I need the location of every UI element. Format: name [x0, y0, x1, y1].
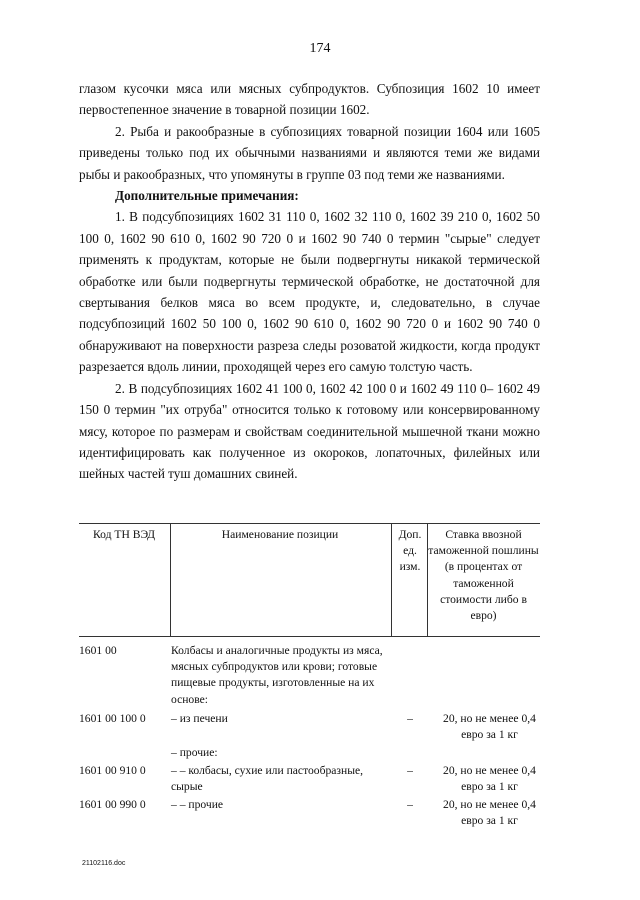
table-row — [79, 745, 540, 763]
notes-heading: Дополнительные примечания: — [115, 188, 299, 204]
header-unit: Доп. ед. изм. — [398, 528, 422, 574]
cell-unit: – — [407, 798, 413, 811]
table-row — [79, 643, 540, 711]
table-row — [79, 711, 540, 745]
cell-name: – прочие: — [171, 746, 218, 759]
body-text — [79, 78, 540, 485]
note-item: 1. В подсубпозициях 1602 31 110 0, 1602 32 110 0, 1602 39 210 0, 1602 50 100 0, 1602 90 610 0, 1602 90 720 0 и 1602 90 740 0 термин "сырые" следует применять к продуктам, которые не были подвергнуты никакой термической обработке или были подвергнуты термической обработке, не достаточной для свертывания белков мяса во всем продукте, и, следовательно, в случае подсубпозиций 1602 50 100 0, 1602 90 610 0, 1602 90 720 0 и 1602 90 740 0 обнаруживают на поверхности разреза следы розоватой жидкости, когда продукт разрезается вдоль линии, проходящей через его самую толстую часть. — [79, 209, 540, 375]
header-rate: Ставка ввозной таможенной пошлины (в процентах от таможенной стоимости либо в евро) — [428, 528, 539, 623]
tariff-table — [79, 523, 540, 831]
cell-code: 1601 00 100 0 — [79, 712, 146, 725]
cell-rate: 20, но не менее 0,4 евро за 1 кг — [443, 798, 536, 828]
paragraph: глазом кусочки мяса или мясных субпродуктов. Субпозиция 1602 10 имеет первостепенное значение в товарной позиции 1602. — [79, 81, 540, 118]
file-name-footer: 21102116.doc — [82, 860, 126, 867]
paragraph: 2. Рыба и ракообразные в субпозициях товарной позиции 1604 или 1605 приведены только под их обычными названиями и являются теми же видами рыбы и ракообразных, что упомянуты в группе 03 под теми же названиями. — [79, 123, 540, 182]
table-row — [79, 797, 540, 831]
cell-name: – из печени — [171, 712, 228, 725]
cell-name: – – колбасы, сухие или пастообразные, сырые — [171, 764, 364, 794]
header-code: Код ТН ВЭД — [92, 528, 156, 541]
table-row — [79, 763, 540, 797]
cell-name: – – прочие — [171, 798, 224, 811]
cell-code: 1601 00 990 0 — [79, 798, 146, 811]
header-name: Наименование позиции — [221, 528, 339, 541]
cell-unit: – — [407, 712, 413, 725]
cell-rate: 20, но не менее 0,4 евро за 1 кг — [443, 764, 536, 794]
table-header — [79, 523, 540, 637]
cell-unit: – — [407, 764, 413, 777]
cell-rate: 20, но не менее 0,4 евро за 1 кг — [443, 712, 536, 742]
cell-code: 1601 00 910 0 — [79, 764, 146, 777]
cell-code: 1601 00 — [79, 644, 117, 657]
page-number: 174 — [309, 41, 331, 56]
note-item: 2. В подсубпозициях 1602 41 100 0, 1602 42 100 0 и 1602 49 110 0– 1602 49 150 0 термин "их отруба" относится только к готовому или консервированному мясу, которое по размерам и свойствам соединительной мышечной ткани можно идентифицировать как полученное из окороков, лопаточных, филейных или шейных частей туш домашних свиней. — [79, 380, 540, 482]
cell-name: Колбасы и аналогичные продукты из мяса, мясных субпродуктов или крови; готовые пищевые продукты, изготовленные на их основе: — [171, 644, 383, 706]
